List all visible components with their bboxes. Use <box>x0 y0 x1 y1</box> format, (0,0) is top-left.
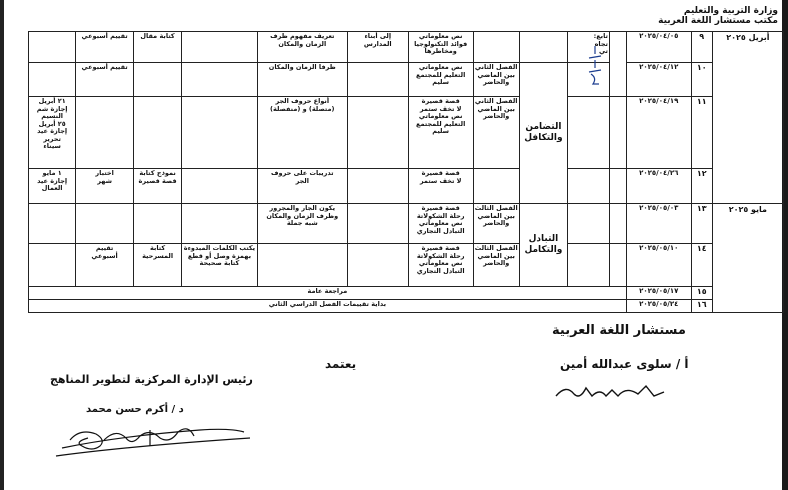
advisor-signature <box>556 386 664 396</box>
week-date: ٢٠٢٥/٠٥/١٠ <box>626 244 691 287</box>
head-title: رئيس الإدارة المركزية لتطوير المناهج <box>50 373 253 386</box>
unit-cell: التضامن والتكافل <box>519 63 567 204</box>
reading-cell: قصة قصيرة لا تخف ستمر نص معلوماتي التعليم للمجتمع سليم <box>408 97 473 169</box>
week-date: ٢٠٢٥/٠٤/٢٦ <box>626 169 691 204</box>
topic-cell <box>568 244 610 287</box>
head-signature <box>56 429 250 456</box>
rules-cell <box>182 169 258 204</box>
assessment-cell: تقييم أسبوعي <box>76 32 134 63</box>
grammar-cell: ظرفا الزمان والمكان <box>257 63 347 97</box>
writing-cell: كتابة مقال <box>133 32 181 63</box>
notes-cell <box>29 63 76 97</box>
story-cell <box>347 63 408 97</box>
rules-cell: يكتب الكلمات المبدوءة بهمزة وصل أو قطع كتابة صحيحة <box>182 244 258 287</box>
notes-cell: ٢١ أبريل إجازة شم النسيم ٢٥ أبريل إجازة عيد تحرير سيناء <box>29 97 76 169</box>
reading-cell: نص معلوماتي فوائد التكنولوجيا ومخاطرها <box>408 32 473 63</box>
writing-cell: كتابة المسرحية <box>133 244 181 287</box>
week-number: ١١ <box>691 97 712 169</box>
advisor-title: مستشار اللغة العربية <box>552 323 686 338</box>
week-date: ٢٠٢٥/٠٤/١٢ <box>626 63 691 97</box>
week-number: ١٦ <box>691 300 712 313</box>
notes-cell <box>29 32 76 63</box>
story-cell: إلى أبناء المدارس <box>347 32 408 63</box>
notes-cell <box>29 204 76 244</box>
advisor-name: أ / سلوى عبدالله أمين <box>560 357 689 371</box>
ministry-title: وزارة التربية والتعليم <box>683 6 778 16</box>
topic-cell <box>568 169 610 204</box>
review-cell: بداية تقييمات الفصل الدراسي الثاني <box>29 300 627 313</box>
hand-note-cell <box>609 97 626 169</box>
writing-cell: نموذج كتابة قصة قصيرة <box>133 169 181 204</box>
review-cell: مراجعة عامة <box>29 287 627 300</box>
semester-cell: الفصل الثالث بين الماضي والحاضر <box>473 244 519 287</box>
grammar-cell <box>257 244 347 287</box>
assessment-cell: اختبار شهر <box>76 169 134 204</box>
semester-cell: الفصل الثالث بين الماضي والحاضر <box>473 204 519 244</box>
week-number: ١٥ <box>691 287 712 300</box>
semester-cell: الفصل الثاني بين الماضي والحاضر <box>473 97 519 169</box>
office-title: مكتب مستشار اللغة العربية <box>658 16 778 26</box>
week-number: ١٢ <box>691 169 712 204</box>
grammar-cell: يكون الجار والمجرور وظرف الزمان والمكان شبه جملة <box>257 204 347 244</box>
week-date: ٢٠٢٥/٠٥/٢٤ <box>626 300 691 313</box>
grammar-cell: أنواع حروف الجر (متصلة) و (منفصلة) <box>257 97 347 169</box>
story-cell <box>347 97 408 169</box>
topic-cell <box>568 97 610 169</box>
topic-cell: تابع: تجاه تي <box>568 32 610 63</box>
table-row <box>29 63 784 97</box>
writing-cell <box>133 63 181 97</box>
assessment-cell: تقييم أسبوعي <box>76 244 134 287</box>
week-date: ٢٠٢٥/٠٥/١٧ <box>626 287 691 300</box>
rules-cell <box>182 97 258 169</box>
rules-cell <box>182 32 258 63</box>
rules-cell <box>182 204 258 244</box>
reading-cell: قصة قصيرة رحلة الشكولاتة نص معلوماتي التبادل التجاري <box>408 204 473 244</box>
semester-cell <box>473 169 519 204</box>
writing-cell <box>133 97 181 169</box>
grammar-cell: تدريبات على حروف الجر <box>257 169 347 204</box>
story-cell <box>347 244 408 287</box>
week-number: ١٣ <box>691 204 712 244</box>
hand-note-cell <box>609 32 626 97</box>
handwritten-note <box>583 44 609 88</box>
assessment-cell: تقييم أسبوعي <box>76 63 134 97</box>
table-row <box>29 32 784 63</box>
approve-label: يعتمد <box>325 357 357 371</box>
reading-cell: نص معلوماتي التعليم للمجتمع سليم <box>408 63 473 97</box>
handwritten-note-strokes <box>583 44 609 88</box>
hand-note-cell <box>609 244 626 287</box>
rules-cell <box>182 63 258 97</box>
head-name: د / أكرم حسن محمد <box>86 404 184 415</box>
week-date: ٢٠٢٥/٠٤/١٩ <box>626 97 691 169</box>
week-number: ١٤ <box>691 244 712 287</box>
document-header <box>658 6 778 26</box>
story-cell <box>347 169 408 204</box>
unit-cell: التبادل والتكامل <box>519 204 567 287</box>
week-number: ١٠ <box>691 63 712 97</box>
week-date: ٢٠٢٥/٠٥/٠٣ <box>626 204 691 244</box>
assessment-cell <box>76 97 134 169</box>
month-cell: مايو ٢٠٢٥ <box>712 204 783 313</box>
table-row <box>29 97 784 169</box>
writing-cell <box>133 204 181 244</box>
semester-cell <box>473 32 519 63</box>
hand-note-cell <box>609 204 626 244</box>
month-cell: أبريل ٢٠٢٥ <box>712 32 783 204</box>
scan-edge-left <box>0 0 4 490</box>
notes-cell <box>29 244 76 287</box>
assessment-cell <box>76 204 134 244</box>
grammar-cell: تعريف مفهوم ظرف الزمان والمكان <box>257 32 347 63</box>
semester-cell: الفصل الثاني بين الماضي والحاضر <box>473 63 519 97</box>
week-date: ٢٠٢٥/٠٤/٠٥ <box>626 32 691 63</box>
week-number: ٩ <box>691 32 712 63</box>
reading-cell: قصة قصيرة رحلة الشكولاتة نص معلوماتي التبادل التجاري <box>408 244 473 287</box>
story-cell <box>347 204 408 244</box>
table-row <box>29 244 784 287</box>
notes-cell: ١ مايو إجازة عيد العمال <box>29 169 76 204</box>
table-row <box>29 204 784 244</box>
topic-cell <box>568 204 610 244</box>
table-row <box>29 300 784 313</box>
unit-cell <box>519 32 567 63</box>
reading-cell: قصة قصيرة لا تخف ستمر <box>408 169 473 204</box>
table-row <box>29 169 784 204</box>
hand-note-cell <box>609 169 626 204</box>
curriculum-plan-table <box>28 31 784 313</box>
table-row <box>29 287 784 300</box>
